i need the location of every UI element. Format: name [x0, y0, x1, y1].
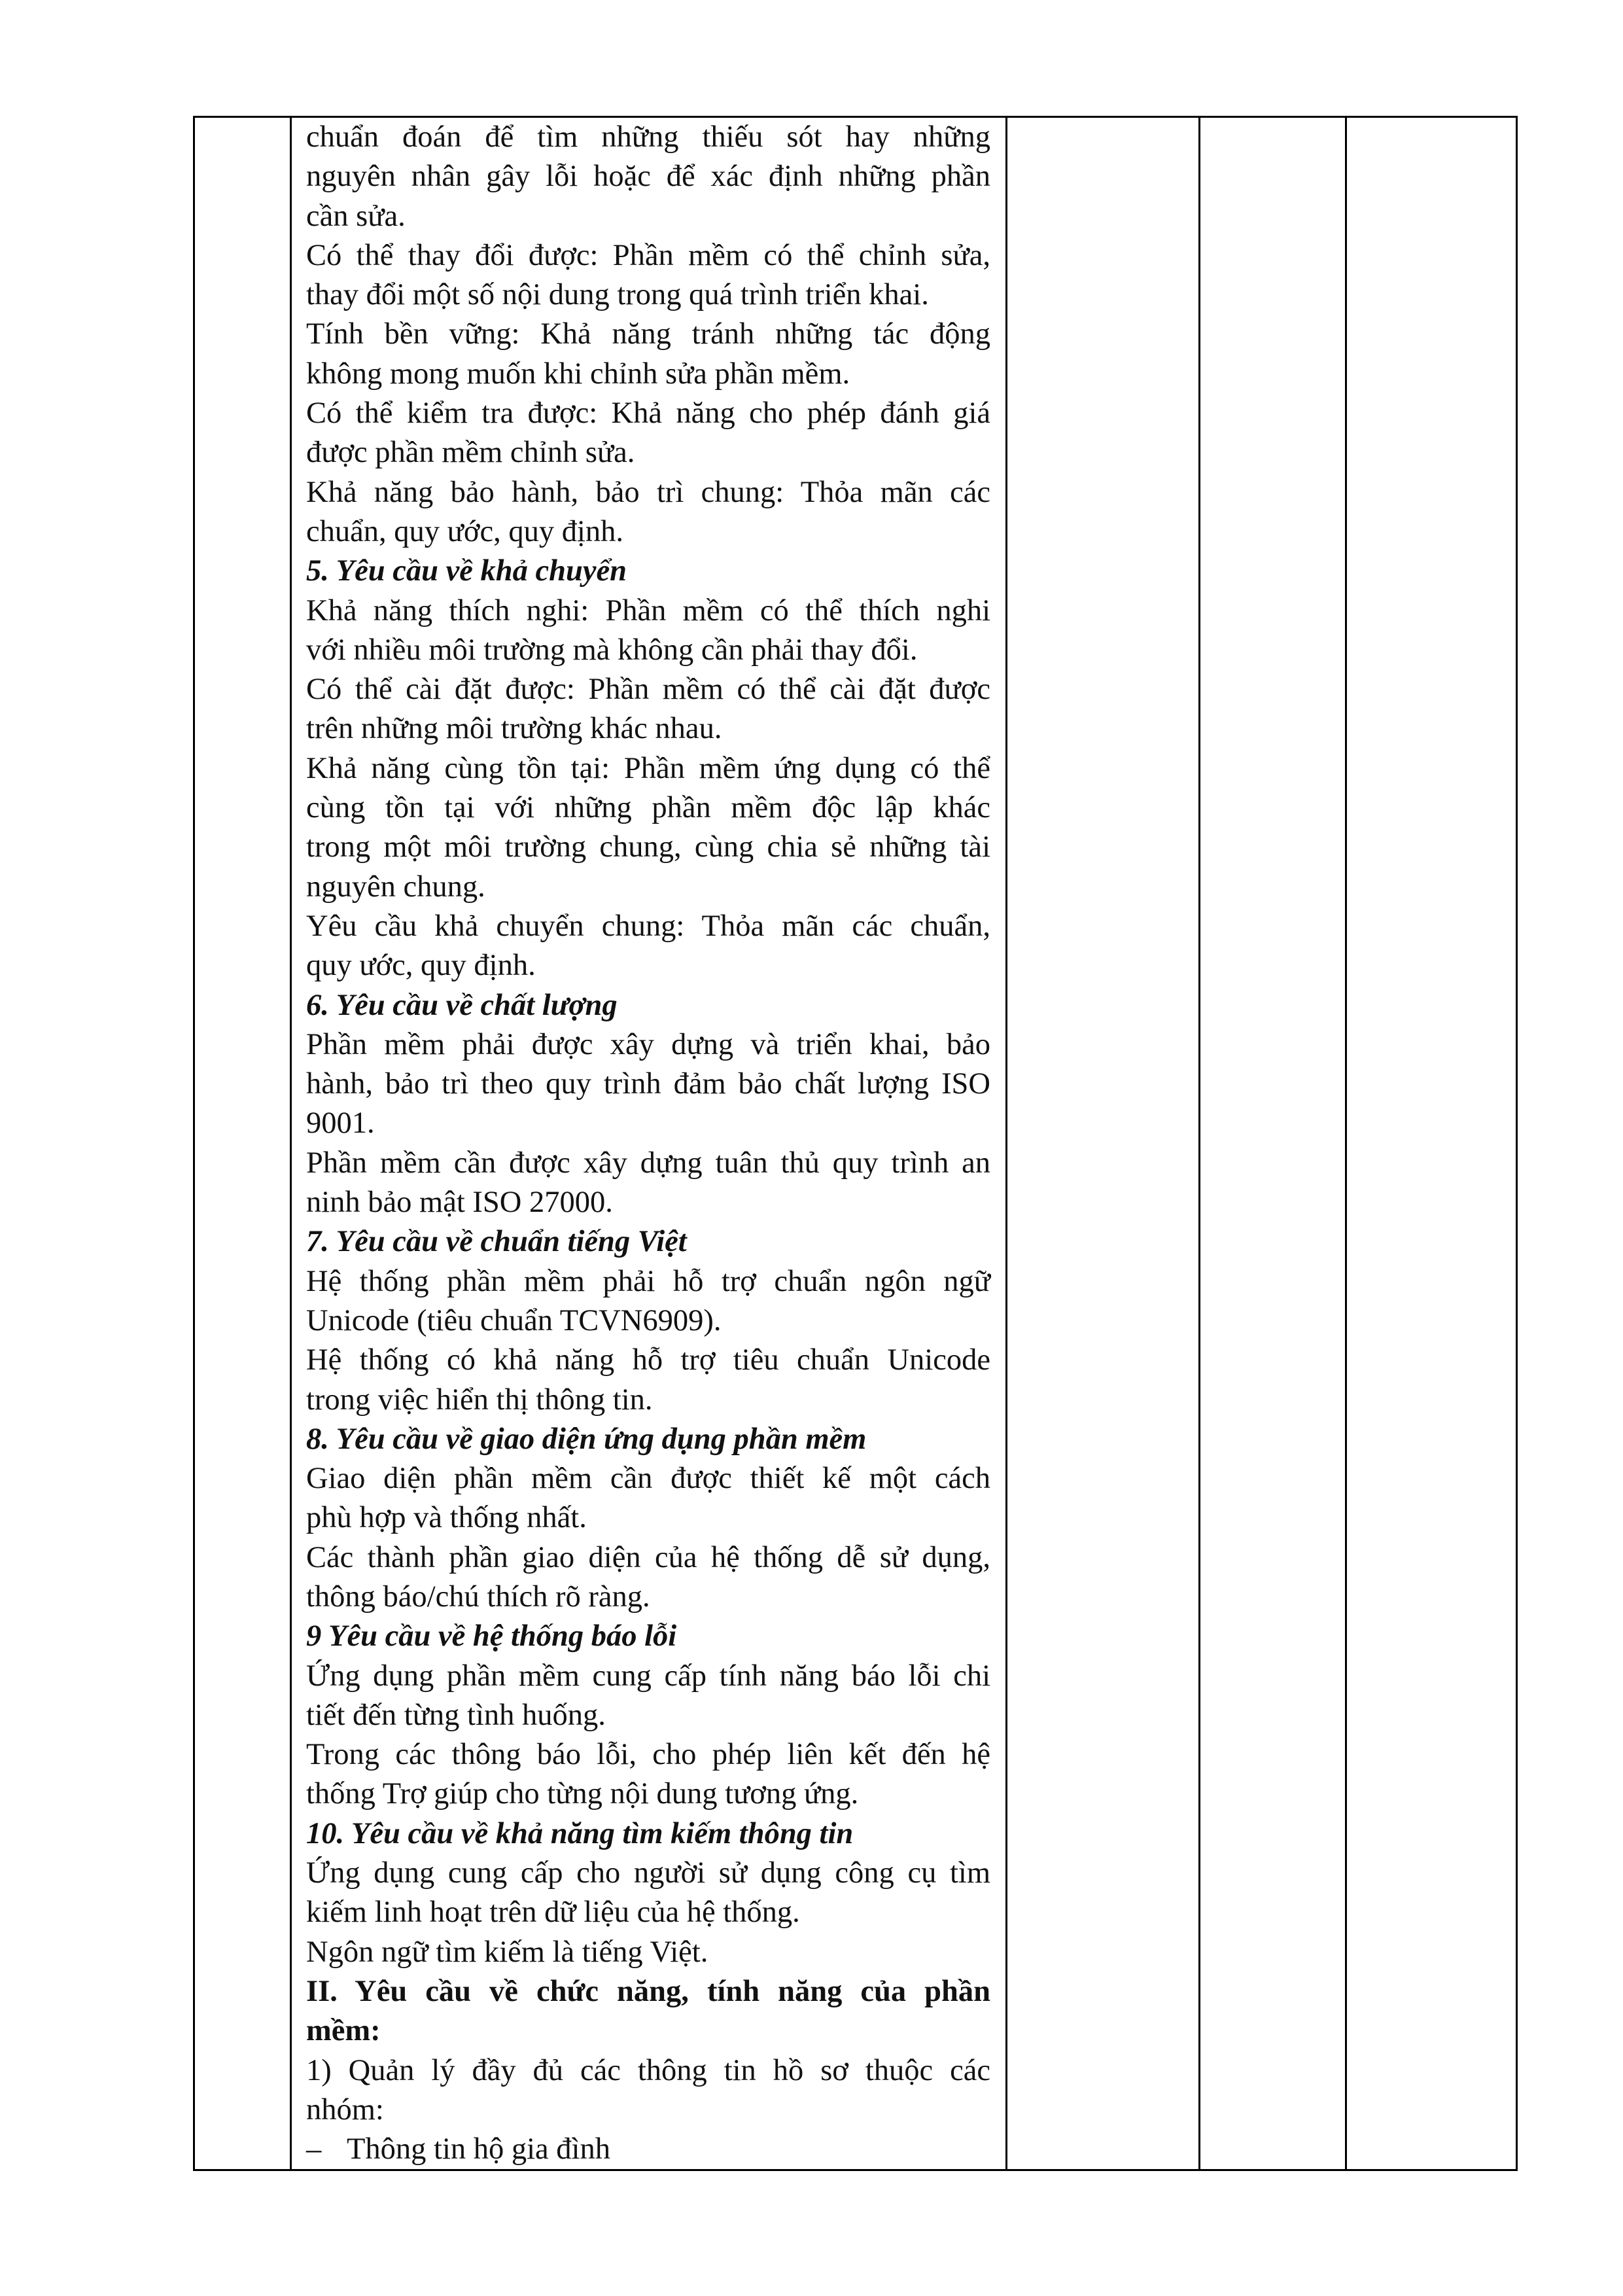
text-line: 1) Quản lý đầy đủ các thông tin hồ sơ thuộc các [306, 2053, 990, 2087]
text-line: kiếm linh hoạt trên dữ liệu của hệ thống. [306, 1896, 800, 1930]
text-line: Có thể cài đặt được: Phần mềm có thể cài đặt được [306, 673, 990, 707]
text-line: tiết đến từng tình huống. [306, 1698, 606, 1732]
section-heading: 8. Yêu cầu về giao diện ứng dụng phần mềm [306, 1422, 867, 1456]
text-line: Ngôn ngữ tìm kiếm là tiếng Việt. [306, 1935, 708, 1969]
table-cell-col3 [1007, 117, 1200, 2170]
table-cell-requirements [291, 117, 1007, 2170]
text-line: ninh bảo mật ISO 27000. [306, 1186, 613, 1220]
text-line: Khả năng bảo hành, bảo trì chung: Thỏa mãn các [306, 475, 990, 509]
text-line: Khả năng thích nghi: Phần mềm có thể thích nghi [306, 593, 990, 627]
text-line: 9001. [306, 1106, 375, 1140]
table-row [194, 117, 1517, 2170]
text-line: Phần mềm phải được xây dựng và triển khai, bảo [306, 1027, 990, 1061]
text-line: quy ước, quy định. [306, 949, 536, 983]
text-line: Ứng dụng phần mềm cung cấp tính năng báo lỗi chi [306, 1659, 990, 1693]
text-line: hành, bảo trì theo quy trình đảm bảo chất lượng ISO [306, 1067, 990, 1101]
text-line: không mong muốn khi chỉnh sửa phần mềm. [306, 357, 850, 391]
text-line: trong một môi trường chung, cùng chia sẻ những tài [306, 830, 990, 864]
text-line: Ứng dụng cung cấp cho người sử dụng công cụ tìm [306, 1856, 990, 1890]
text-line: được phần mềm chỉnh sửa. [306, 436, 635, 470]
section-heading: 7. Yêu cầu về chuẩn tiếng Việt [306, 1225, 687, 1259]
bullet-dash: – [306, 2132, 322, 2166]
text-line: thay đổi một số nội dung trong quá trình triển khai. [306, 278, 929, 312]
text-line: Có thể kiểm tra được: Khả năng cho phép đánh giá [306, 397, 990, 431]
text-line: Unicode (tiêu chuẩn TCVN6909). [306, 1303, 722, 1337]
requirements-table [193, 116, 1518, 2171]
text-line: Yêu cầu khả chuyển chung: Thỏa mãn các chuẩn, [306, 909, 990, 943]
text-line: cần sửa. [306, 199, 406, 233]
table-cell-index [194, 117, 291, 2170]
section-heading: 9 Yêu cầu về hệ thống báo lỗi [306, 1619, 677, 1653]
text-line: nguyên chung. [306, 870, 485, 904]
text-line: chuẩn, quy ước, quy định. [306, 514, 624, 548]
bullet-item [306, 2130, 990, 2169]
text-line: Các thành phần giao diện của hệ thống dễ sử dụng, [306, 1540, 990, 1574]
text-line: Khả năng cùng tồn tại: Phần mềm ứng dụng có thể [306, 751, 990, 785]
section-heading: 10. Yêu cầu về khả năng tìm kiếm thông tin [306, 1816, 854, 1850]
requirements-text [306, 118, 990, 2130]
text-line: chuẩn đoán để tìm những thiếu sót hay những [306, 120, 990, 154]
text-line: nhóm: [306, 2093, 384, 2127]
bullet-text: Thông tin hộ gia đình [347, 2132, 610, 2166]
text-line: thông báo/chú thích rõ ràng. [306, 1580, 650, 1614]
section-heading: II. Yêu cầu về chức năng, tính năng của phần [306, 1974, 990, 2008]
text-line: Có thể thay đổi được: Phần mềm có thể chỉnh sửa, [306, 238, 990, 272]
text-line: Tính bền vững: Khả năng tránh những tác động [306, 317, 990, 351]
text-line: Giao diện phần mềm cần được thiết kế một cách [306, 1462, 990, 1496]
text-line: trên những môi trường khác nhau. [306, 712, 722, 746]
text-line: Hệ thống có khả năng hỗ trợ tiêu chuẩn Unicode [306, 1343, 990, 1377]
text-line: nguyên nhân gây lỗi hoặc để xác định những phần [306, 160, 990, 194]
table-cell-col5 [1346, 117, 1517, 2170]
text-line: thống Trợ giúp cho từng nội dung tương ứng. [306, 1777, 859, 1811]
text-line: Trong các thông báo lỗi, cho phép liên kết đến hệ [306, 1738, 990, 1772]
text-line: Hệ thống phần mềm phải hỗ trợ chuẩn ngôn ngữ [306, 1264, 990, 1298]
text-line: cùng tồn tại với những phần mềm độc lập khác [306, 791, 990, 825]
section-heading: 6. Yêu cầu về chất lượng [306, 988, 618, 1022]
section-heading: mềm: [306, 2014, 381, 2048]
text-line: trong việc hiển thị thông tin. [306, 1383, 653, 1417]
section-heading: 5. Yêu cầu về khả chuyển [306, 554, 627, 588]
text-line: Phần mềm cần được xây dựng tuân thủ quy trình an [306, 1146, 990, 1180]
text-line: với nhiều môi trường mà không cần phải thay đổi. [306, 633, 918, 667]
table-cell-col4 [1200, 117, 1346, 2170]
text-line: phù hợp và thống nhất. [306, 1501, 587, 1535]
